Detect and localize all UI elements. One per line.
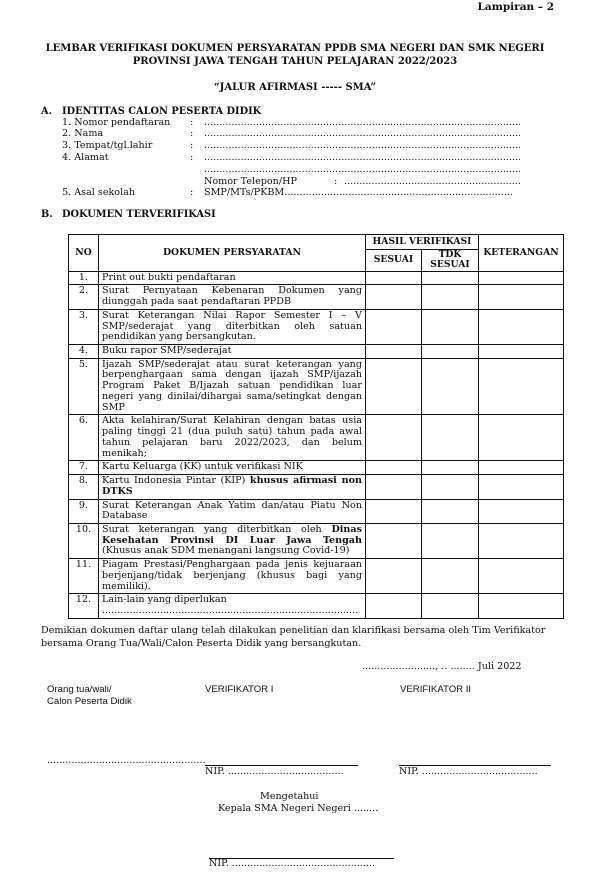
keterangan-cell[interactable] bbox=[479, 461, 564, 475]
section-a-letter: A. bbox=[41, 106, 53, 117]
document-text: Surat Keterangan Nilai Rapor Semester I – V SMP/sederajat yang diterbitkan oleh satuan pendidikan yang bersangkutan. bbox=[102, 309, 362, 343]
closing-statement-line2: bersama Orang Tua/Wali/Calon Peserta Didik yang bersangkutan. bbox=[41, 638, 362, 649]
table-row bbox=[69, 345, 564, 359]
school-prefix: SMP/MTs/PKBM bbox=[204, 187, 285, 198]
table-row bbox=[69, 499, 564, 523]
row-number: 12. bbox=[69, 594, 99, 618]
table-row bbox=[69, 415, 564, 461]
document-name bbox=[99, 345, 366, 359]
keterangan-cell[interactable] bbox=[479, 499, 564, 523]
table-row bbox=[69, 358, 564, 415]
document-name bbox=[99, 594, 366, 618]
registration-number-field[interactable] bbox=[204, 118, 520, 129]
field-colon: : bbox=[190, 140, 194, 151]
field-colon: : bbox=[190, 187, 194, 198]
sesuai-cell[interactable] bbox=[366, 559, 422, 594]
document-text: Ijazah SMP/sederajat atau surat keterangan yang berpenghargaan sama dengan ijazah SMP/ijazah Program Paket B/Ijazah satuan pendidikan luar negeri yang dinilai/dihargai sama/setingkat dengan SMP bbox=[102, 358, 362, 413]
section-a-title: IDENTITAS CALON PESERTA DIDIK bbox=[62, 106, 262, 117]
document-title-line1: LEMBAR VERIFIKASI DOKUMEN PERSYARATAN PPDB SMA NEGERI DAN SMK NEGERI bbox=[45, 43, 545, 54]
field-colon: : bbox=[190, 117, 194, 128]
field-label-address: 4. Alamat bbox=[62, 152, 109, 163]
row-number: 9. bbox=[69, 499, 99, 523]
parent-signature-field[interactable]: .................................................... bbox=[47, 755, 206, 766]
table-row bbox=[69, 271, 564, 285]
sesuai-cell[interactable] bbox=[366, 499, 422, 523]
field-label-school: 5. Asal sekolah bbox=[62, 187, 136, 198]
keterangan-cell[interactable] bbox=[479, 559, 564, 594]
document-text: Akta kelahiran/Surat Kelahiran dengan batas usia paling tinggi 21 (dua puluh satu) tahun pada awal tahun pelajaran baru 2022/2023, dan belum menikah; bbox=[102, 415, 362, 459]
sesuai-cell[interactable] bbox=[366, 524, 422, 559]
row-number: 8. bbox=[69, 475, 99, 499]
mengetahui-label: Mengetahui bbox=[260, 791, 319, 802]
column-header-tdk-sesuai: TDK SESUAI bbox=[422, 250, 479, 272]
document-name bbox=[99, 461, 366, 475]
column-header-document: DOKUMEN PERSYARATAN bbox=[99, 235, 366, 272]
table-row bbox=[69, 559, 564, 594]
kepala-nip[interactable]: NIP. ............................................... bbox=[209, 858, 376, 869]
table-row bbox=[69, 461, 564, 475]
keterangan-cell[interactable] bbox=[479, 271, 564, 285]
section-b-title: DOKUMEN TERVERIFIKASI bbox=[62, 209, 216, 220]
document-text: Kartu Keluarga (KK) untuk verifikasi NIK bbox=[102, 461, 303, 473]
birth-field[interactable] bbox=[204, 141, 520, 152]
address-field-line1[interactable] bbox=[204, 153, 520, 164]
table-row bbox=[69, 594, 564, 618]
document-text: Surat Pernyataan Kebenaran Dokumen yang diunggah pada saat pendaftaran PPDB bbox=[102, 285, 362, 308]
kepala-sekolah-label: Kepala SMA Negeri Negeri ........ bbox=[218, 803, 379, 814]
field-label-name: 2. Nama bbox=[62, 128, 104, 139]
column-header-sesuai: SESUAI bbox=[366, 250, 422, 272]
keterangan-cell[interactable] bbox=[479, 309, 564, 344]
closing-statement-line1: Demikian dokumen daftar ulang telah dilakukan penelitian dan klarifikasi bersama oleh Tim Verifikator bbox=[41, 625, 546, 636]
row-number: 6. bbox=[69, 415, 99, 461]
tdk-sesuai-cell[interactable] bbox=[422, 594, 479, 618]
document-text-suffix: (Khusus anak SDM menangani langsung Covid-19) bbox=[102, 545, 350, 557]
tdk-sesuai-cell[interactable] bbox=[422, 285, 479, 309]
tdk-sesuai-cell[interactable] bbox=[422, 461, 479, 475]
document-name bbox=[99, 559, 366, 594]
field-colon: : bbox=[190, 128, 194, 139]
keterangan-cell[interactable] bbox=[479, 415, 564, 461]
parent-label-line2: Calon Peserta Didik bbox=[47, 696, 132, 707]
documents-table bbox=[68, 234, 564, 619]
verifikator-1-nip[interactable]: NIP. ...................................... bbox=[205, 766, 344, 777]
tdk-sesuai-cell[interactable] bbox=[422, 559, 479, 594]
column-header-keterangan: KETERANGAN bbox=[479, 235, 564, 272]
school-field[interactable] bbox=[204, 188, 512, 199]
tdk-sesuai-cell[interactable] bbox=[422, 499, 479, 523]
row-number: 4. bbox=[69, 345, 99, 359]
document-name bbox=[99, 358, 366, 415]
table-row bbox=[69, 524, 564, 559]
keterangan-cell[interactable] bbox=[479, 285, 564, 309]
other-documents-field[interactable] bbox=[102, 606, 362, 617]
tdk-sesuai-cell[interactable] bbox=[422, 345, 479, 359]
column-header-no: NO bbox=[69, 235, 99, 272]
jalur-title: “JALUR AFIRMASI ----- SMA” bbox=[213, 82, 377, 93]
sesuai-cell[interactable] bbox=[366, 285, 422, 309]
keterangan-cell[interactable] bbox=[479, 524, 564, 559]
row-number: 10. bbox=[69, 524, 99, 559]
document-name bbox=[99, 475, 366, 499]
address-field-line2[interactable] bbox=[204, 165, 520, 176]
date-place[interactable]: ........................, .. ........ Juli 2022 bbox=[362, 661, 522, 672]
document-text-bold: Dinas Kesehatan Provinsi DI Luar Jawa Tengah bbox=[102, 524, 362, 546]
document-text: Piagam Prestasi/Penghargaan pada jenis kejuaraan berjenjang/tidak berjenjang (khusus bagi yang memiliki). bbox=[102, 559, 362, 592]
field-label-birth: 3. Tempat/tgl.lahir bbox=[62, 140, 153, 151]
parent-label-line1: Orang tua/wali/ bbox=[47, 684, 112, 695]
tdk-sesuai-cell[interactable] bbox=[422, 271, 479, 285]
document-text: Surat Keterangan Anak Yatim dan/atau Piatu Non Database bbox=[102, 499, 362, 522]
document-text: Kartu Indonesia Pintar (KIP) bbox=[102, 475, 250, 487]
verifikator-2-label: VERIFIKATOR II bbox=[400, 684, 472, 695]
document-name bbox=[99, 499, 366, 523]
phone-label: Nomor Telepon/HP bbox=[204, 176, 297, 187]
phone-colon: : bbox=[334, 176, 338, 187]
keterangan-cell[interactable] bbox=[479, 345, 564, 359]
table-row bbox=[69, 309, 564, 344]
tdk-sesuai-cell[interactable] bbox=[422, 358, 479, 415]
lampiran-label: Lampiran – 2 bbox=[477, 1, 554, 13]
verifikator-2-nip[interactable]: NIP. ...................................... bbox=[399, 766, 538, 777]
document-name bbox=[99, 415, 366, 461]
row-number: 2. bbox=[69, 285, 99, 309]
keterangan-cell[interactable] bbox=[479, 475, 564, 499]
document-text-bold: khusus afirmasi non DTKS bbox=[102, 475, 362, 497]
sesuai-cell[interactable] bbox=[366, 594, 422, 618]
document-name bbox=[99, 285, 366, 309]
sesuai-cell[interactable] bbox=[366, 309, 422, 344]
verifikator-1-label: VERIFIKATOR I bbox=[205, 684, 274, 695]
tdk-sesuai-cell[interactable] bbox=[422, 415, 479, 461]
document-text: Print out bukti pendaftaran bbox=[102, 271, 236, 283]
keterangan-cell[interactable] bbox=[479, 594, 564, 618]
column-header-hasil: HASIL VERIFIKASI bbox=[366, 235, 479, 250]
document-text: Surat keterangan yang diterbitkan oleh bbox=[102, 524, 332, 536]
document-text: Lain-lain yang diperlukan bbox=[102, 594, 227, 606]
document-title-line2: PROVINSI JAWA TENGAH TAHUN PELAJARAN 2022/2023 bbox=[132, 56, 458, 67]
document-text: Buku rapor SMP/sederajat bbox=[102, 345, 232, 356]
sesuai-cell[interactable] bbox=[366, 415, 422, 461]
field-label-registration: 1. Nomor pendaftaran bbox=[62, 117, 171, 128]
table-row bbox=[69, 475, 564, 499]
row-number: 5. bbox=[69, 358, 99, 415]
row-number: 1. bbox=[69, 271, 99, 285]
section-b-letter: B. bbox=[41, 209, 53, 220]
document-name bbox=[99, 271, 366, 285]
field-colon: : bbox=[190, 152, 194, 163]
keterangan-cell[interactable] bbox=[479, 358, 564, 415]
sesuai-cell[interactable] bbox=[366, 475, 422, 499]
table-row bbox=[69, 285, 564, 309]
row-number: 3. bbox=[69, 309, 99, 344]
row-number: 7. bbox=[69, 461, 99, 475]
sesuai-cell[interactable] bbox=[366, 461, 422, 475]
sesuai-cell[interactable] bbox=[366, 271, 422, 285]
document-name bbox=[99, 524, 366, 559]
tdk-sesuai-cell[interactable] bbox=[422, 524, 479, 559]
sesuai-cell[interactable] bbox=[366, 345, 422, 359]
document-name bbox=[99, 309, 366, 344]
row-number: 11. bbox=[69, 559, 99, 594]
sesuai-cell[interactable] bbox=[366, 358, 422, 415]
tdk-sesuai-cell[interactable] bbox=[422, 475, 479, 499]
name-field[interactable] bbox=[204, 129, 520, 140]
phone-field[interactable] bbox=[344, 177, 520, 188]
tdk-sesuai-cell[interactable] bbox=[422, 309, 479, 344]
